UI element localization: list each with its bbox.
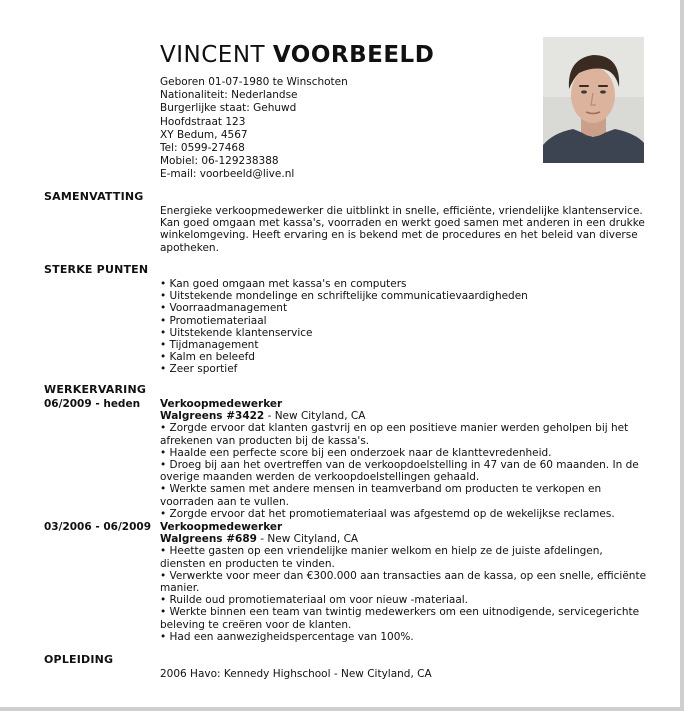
- list-item: • Verwerkte voor meer dan €300.000 aan transacties aan de kassa, op een snelle, efficiënte manier.: [160, 570, 650, 594]
- list-item: • Kalm en beleefd: [160, 351, 650, 363]
- job-2-dates: 03/2006 - 06/2009: [44, 521, 152, 533]
- job-1: [160, 398, 650, 520]
- education-heading: OPLEIDING: [44, 653, 114, 666]
- summary-heading: SAMENVATTING: [44, 190, 144, 203]
- list-item: • Haalde een perfecte score bij een onderzoek naar de klanttevredenheid.: [160, 447, 650, 459]
- list-item: • Werkte binnen een team van twintig medewerkers om een uitnodigende, servicegerichte beleving te creëren voor de klanten.: [160, 606, 650, 630]
- profile-photo: [543, 37, 644, 163]
- candidate-name: [160, 42, 434, 68]
- list-item: • Droeg bij aan het overtreffen van de verkoopdoelstelling in 47 van de 60 maanden. In de overige maanden werden de verkoopdoelstellingen gehaald.: [160, 459, 650, 483]
- job-2: [160, 521, 650, 643]
- job-2-employer-line: [160, 533, 650, 545]
- job-1-employer-line: [160, 410, 650, 422]
- list-item: • Voorraadmanagement: [160, 302, 650, 314]
- first-name: VINCENT: [160, 42, 266, 68]
- experience-heading: WERKERVARING: [44, 383, 147, 396]
- job-2-title: Verkoopmedewerker: [160, 521, 283, 533]
- strengths-heading: STERKE PUNTEN: [44, 263, 149, 276]
- list-item: • Ruilde oud promotiemateriaal om voor nieuw -materiaal.: [160, 594, 650, 606]
- list-item: • Heette gasten op een vriendelijke manier welkom en hielp ze de juiste afdelingen, diensten en producten te vinden.: [160, 545, 650, 569]
- summary-text: Energieke verkoopmedewerker die uitblinkt in snelle, efficiënte, vriendelijke klantenservice. Kan goed omgaan met kassa's, voorraden en werkt goed samen met anderen in een drukke winkelomgeving. Heeft ervaring en is bekend met de procedures en het beleid van diverse apotheken.: [160, 205, 645, 254]
- list-item: • Had een aanwezigheidspercentage van 100%.: [160, 631, 650, 643]
- list-item: • Zeer sportief: [160, 363, 650, 375]
- list-item: • Uitstekende klantenservice: [160, 327, 650, 339]
- job-2-bullets: [160, 545, 650, 643]
- list-item: • Werkte samen met andere mensen in teamverband om producten te verkopen en voorraden aan te vullen.: [160, 483, 650, 507]
- strengths-list: [160, 278, 650, 376]
- contact-nationality: Nationaliteit: Nederlandse: [160, 89, 298, 102]
- job-2-location: - New Cityland, CA: [256, 533, 359, 546]
- contact-birth: Geboren 01-07-1980 te Winschoten: [160, 76, 348, 88]
- list-item: • Tijdmanagement: [160, 339, 650, 351]
- job-1-employer: Walgreens #3422: [160, 410, 265, 423]
- contact-marital-status: Burgerlijke staat: Gehuwd: [160, 102, 297, 115]
- contact-details: [160, 76, 348, 182]
- job-2-employer: Walgreens #689: [160, 533, 257, 546]
- list-item: • Promotiemateriaal: [160, 315, 650, 327]
- last-name: VOORBEELD: [272, 42, 435, 68]
- education-text: 2006 Havo: Kennedy Highschool - New Cityland, CA: [160, 668, 432, 680]
- job-1-location: - New Cityland, CA: [264, 410, 366, 423]
- list-item: • Uitstekende mondelinge en schriftelijke communicatievaardigheden: [160, 290, 650, 302]
- contact-email: E-mail: voorbeeld@live.nl: [160, 168, 295, 181]
- job-1-title: Verkoopmedewerker: [160, 398, 283, 410]
- contact-street: Hoofdstraat 123: [160, 115, 246, 128]
- job-1-bullets: [160, 422, 650, 520]
- list-item: • Kan goed omgaan met kassa's en computers: [160, 278, 650, 290]
- contact-city: XY Bedum, 4567: [160, 128, 248, 141]
- contact-mobile: Mobiel: 06-129238388: [160, 155, 279, 168]
- job-1-dates: 06/2009 - heden: [44, 398, 141, 410]
- list-item: • Zorgde ervoor dat het promotiemateriaal was afgestemd op de wekelijkse reclames.: [160, 508, 650, 520]
- list-item: • Zorgde ervoor dat klanten gastvrij en op een positieve manier werden geholpen bij het afrekenen van producten bij de kassa's.: [160, 422, 650, 446]
- contact-phone: Tel: 0599-27468: [160, 142, 245, 155]
